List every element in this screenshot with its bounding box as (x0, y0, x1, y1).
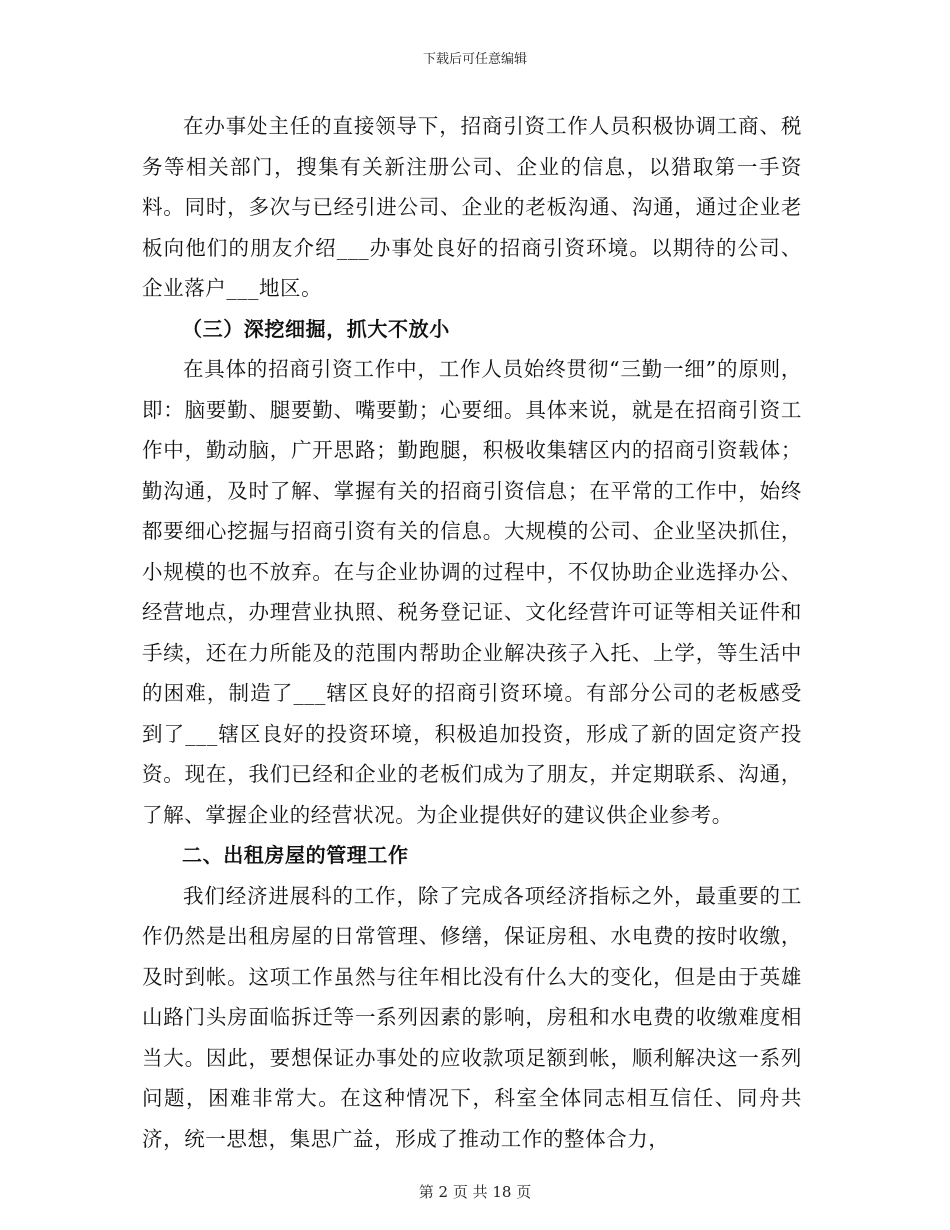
document-body (142, 106, 802, 1159)
paragraph-2: 在具体的招商引资工作中，工作人员始终贯彻“三勤一细”的原则，即：脑要勤、腿要勤、嘴要勤；心要细。具体来说，就是在招商引资工作中，勤动脑，广开思路；勤跑腿，积极收集辖区内的招商引资载体；勤沟通，及时了解、掌握有关的招商引资信息；在平常的工作中，始终都要细心挖掘与招商引资有关的信息。大规模的公司、企业坚决抓住，小规模的也不放弃。在与企业协调的过程中，不仅协助企业选择办公、经营地点，办理营业执照、税务登记证、文化经营许可证等相关证件和手续，还在力所能及的范围内帮助企业解决孩子入托、上学，等生活中的困难，制造了___辖区良好的招商引资环境。有部分公司的老板感受到了___辖区良好的投资环境，积极追加投资，形成了新的固定资产投资。现在，我们已经和企业的老板们成为了朋友，并定期联系、沟通，了解、掌握企业的经营状况。为企业提供好的建议供企业参考。 (142, 357, 802, 827)
page-header: 下载后可任意编辑 (422, 52, 527, 67)
paragraph-1: 在办事处主任的直接领导下，招商引资工作人员积极协调工商、税务等相关部门，搜集有关新注册公司、企业的信息，以猎取第一手资料。同时，多次与已经引进公司、企业的老板沟通、沟通，通过企业老板向他们的朋友介绍___办事处良好的招商引资环境。以期待的公司、企业落户___地区。 (142, 114, 802, 300)
section-heading-rental-management: 二、出租房屋的管理工作 (182, 843, 409, 867)
paragraph-3: 我们经济进展科的工作，除了完成各项经济指标之外，最重要的工作仍然是出租房屋的日常管理、修缮，保证房租、水电费的按时收缴，及时到帐。这项工作虽然与往年相比没有什么大的变化，但是由于英雄山路门头房面临拆迁等一系列因素的影响，房租和水电费的收缴难度相当大。因此，要想保证办事处的应收款项足额到帐，顺利解决这一系列问题，困难非常大。在这种情况下，科室全体同志相互信任、同舟共济，统一思想，集思广益，形成了推动工作的整体合力， (142, 883, 802, 1151)
page-footer: 第 2 页 共 18 页 (418, 1183, 532, 1201)
section-heading-deep-dig: （三）深挖细掘，抓大不放小 (182, 316, 450, 341)
